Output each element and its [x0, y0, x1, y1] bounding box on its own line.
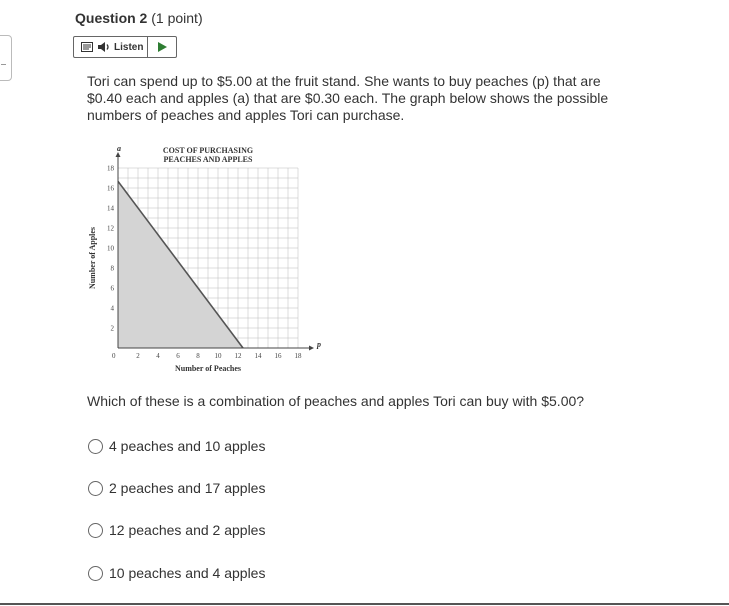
x-axis-label: Number of Peaches [174, 364, 242, 373]
y-tick-labels [107, 165, 115, 333]
answer-option-label[interactable]: 4 peaches and 10 apples [109, 438, 266, 454]
question-header [75, 10, 203, 26]
radio-icon[interactable] [88, 481, 103, 496]
bottom-divider [0, 603, 729, 605]
origin-label: 0 [112, 352, 116, 360]
x-tick-label: 8 [196, 352, 200, 360]
radio-icon[interactable] [88, 439, 103, 454]
x-axis-arrow [309, 346, 314, 351]
play-icon [158, 42, 167, 52]
listen-main[interactable] [74, 37, 148, 57]
y-axis-label: Number of Apples [88, 226, 97, 290]
radio-icon[interactable] [88, 523, 103, 538]
chart-title: COST OF PURCHASING PEACHES AND APPLES [162, 146, 254, 164]
x-tick-labels [136, 352, 302, 360]
x-tick-label: 16 [274, 352, 282, 360]
y-tick-label: 6 [110, 284, 114, 293]
listen-label: Listen [114, 41, 144, 53]
y-tick-label: 4 [110, 304, 114, 313]
peaches-apples-chart [86, 140, 326, 380]
y-tick-label: 14 [107, 204, 114, 213]
question-prompt: Which of these is a combination of peaches and apples Tori can buy with $5.00? [87, 393, 585, 409]
x-tick-label: 4 [156, 352, 160, 360]
answer-option-label[interactable]: 10 peaches and 4 apples [109, 565, 266, 581]
question-points: (1 point) [151, 10, 203, 26]
x-axis-variable: p [317, 340, 321, 349]
answer-option-label[interactable]: 2 peaches and 17 apples [109, 480, 266, 496]
y-tick-label: 2 [110, 324, 114, 333]
question-title: Question 2 [75, 10, 148, 26]
y-tick-label: 16 [107, 184, 114, 193]
listen-button[interactable] [73, 36, 177, 58]
answer-option-3[interactable] [88, 520, 265, 540]
play-button[interactable] [148, 37, 176, 57]
x-tick-label: 6 [176, 352, 180, 360]
x-tick-label: 12 [234, 352, 242, 360]
side-panel-tab[interactable] [0, 35, 12, 81]
x-tick-label: 14 [254, 352, 262, 360]
y-tick-label: 8 [110, 264, 114, 273]
question-intro: Tori can spend up to $5.00 at the fruit stand. She wants to buy peaches (p) that are $0.40 each and apples (a) that are $0.30 each. The graph below shows the possible numbers of peaches and apples Tori can purchase. [87, 73, 609, 123]
y-tick-label: 18 [107, 164, 114, 173]
answer-option-2[interactable] [88, 478, 265, 498]
answer-option-4[interactable] [88, 563, 265, 583]
x-tick-label: 10 [214, 352, 222, 360]
speaker-icon [97, 41, 111, 53]
document-icon [81, 42, 93, 52]
answer-option-label[interactable]: 12 peaches and 2 apples [109, 522, 266, 538]
answer-option-1[interactable] [88, 436, 265, 456]
x-tick-label: 18 [294, 352, 302, 360]
y-axis-variable: a [117, 144, 121, 153]
y-tick-label: 12 [107, 224, 114, 233]
y-tick-label: 10 [107, 244, 114, 253]
x-tick-label: 2 [136, 352, 140, 360]
radio-icon[interactable] [88, 566, 103, 581]
